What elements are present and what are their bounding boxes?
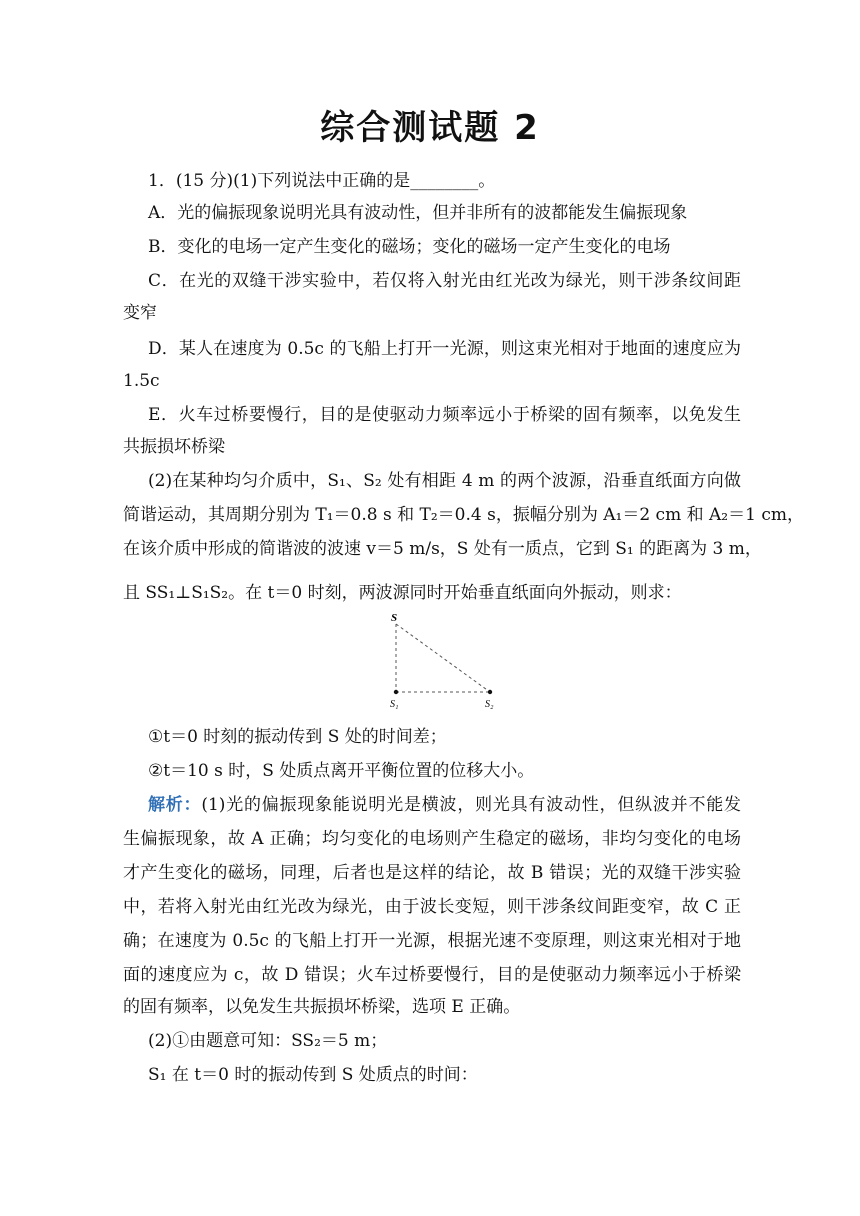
option-c-line2: 变窄 xyxy=(123,303,157,323)
label-s: S xyxy=(391,612,398,624)
solution-line6: 面的速度应为 c，故 D 错误；火车过桥要慢行，目的是使驱动力频率远小于桥梁 xyxy=(123,965,741,985)
sub-question-1: ①t＝0 时刻的振动传到 S 处的时间差； xyxy=(148,727,447,747)
page-title: 综合测试题 2 xyxy=(320,108,540,148)
question-stem: 1．(15 分)(1)下列说法中正确的是________。 xyxy=(148,171,496,191)
solution-line3: 才产生变化的磁场，同理，后者也是这样的结论，故 B 错误；光的双缝干涉实验 xyxy=(123,863,741,883)
part2-line3: 在该介质中形成的简谐波的波速 v＝5 m/s，S 处有一质点，它到 S₁ 的距离为 3 m， xyxy=(123,539,762,559)
solution-label: 解析： xyxy=(148,795,202,815)
solution-line5: 确；在速度为 0.5c 的飞船上打开一光源，根据光速不变原理，则这束光相对于地 xyxy=(123,931,741,951)
label-s2: S₂ xyxy=(485,699,494,710)
label-s1: S₁ xyxy=(390,699,399,710)
solution-line9: S₁ 在 t＝0 时的振动传到 S 处质点的时间： xyxy=(148,1065,478,1085)
solution-line7: 的固有频率，以免发生共振损坏桥梁，选项 E 正确。 xyxy=(123,997,521,1017)
part2-line2: 简谐运动，其周期分别为 T₁＝0.8 s 和 T₂＝0.4 s，振幅分别为 A₁＝2 cm 和 A₂＝1 cm， xyxy=(123,505,804,525)
part2-line4: 且 SS₁⊥S₁S₂。在 t＝0 时刻，两波源同时开始垂直纸面向外振动，则求： xyxy=(123,583,682,603)
triangle-diagram xyxy=(380,610,510,714)
solution-line2: 生偏振现象，故 A 正确；均匀变化的电场则产生稳定的磁场，非均匀变化的电场 xyxy=(123,829,741,849)
solution-line1 xyxy=(148,794,741,816)
sub-question-2: ②t＝10 s 时，S 处质点离开平衡位置的位移大小。 xyxy=(148,761,535,781)
point-s1 xyxy=(394,690,398,694)
solution-line8: (2)①由题意可知：SS₂＝5 m； xyxy=(148,1031,388,1051)
point-s2 xyxy=(488,690,492,694)
segment-s-s2 xyxy=(396,624,490,692)
option-d-line1: D．某人在速度为 0.5c 的飞船上打开一光源，则这束光相对于地面的速度应为 xyxy=(148,339,741,359)
option-d-line2: 1.5c xyxy=(123,371,160,391)
option-c-line1: C．在光的双缝干涉实验中，若仅将入射光由红光改为绿光，则干涉条纹间距 xyxy=(148,271,741,291)
solution-text: (1)光的偏振现象能说明光是横波，则光具有波动性，但纵波并不能发 xyxy=(201,795,741,815)
solution-line4: 中，若将入射光由红光改为绿光，由于波长变短，则干涉条纹间距变窄，故 C 正 xyxy=(123,897,741,917)
option-a: A．光的偏振现象说明光具有波动性，但并非所有的波都能发生偏振现象 xyxy=(148,203,688,223)
option-b: B．变化的电场一定产生变化的磁场；变化的磁场一定产生变化的电场 xyxy=(148,237,671,257)
option-e-line1: E．火车过桥要慢行，目的是使驱动力频率远小于桥梁的固有频率，以免发生 xyxy=(148,405,741,425)
option-e-line2: 共振损坏桥梁 xyxy=(123,437,225,457)
part2-line1: (2)在某种均匀介质中，S₁、S₂ 处有相距 4 m 的两个波源，沿垂直纸面方向做 xyxy=(148,471,741,491)
